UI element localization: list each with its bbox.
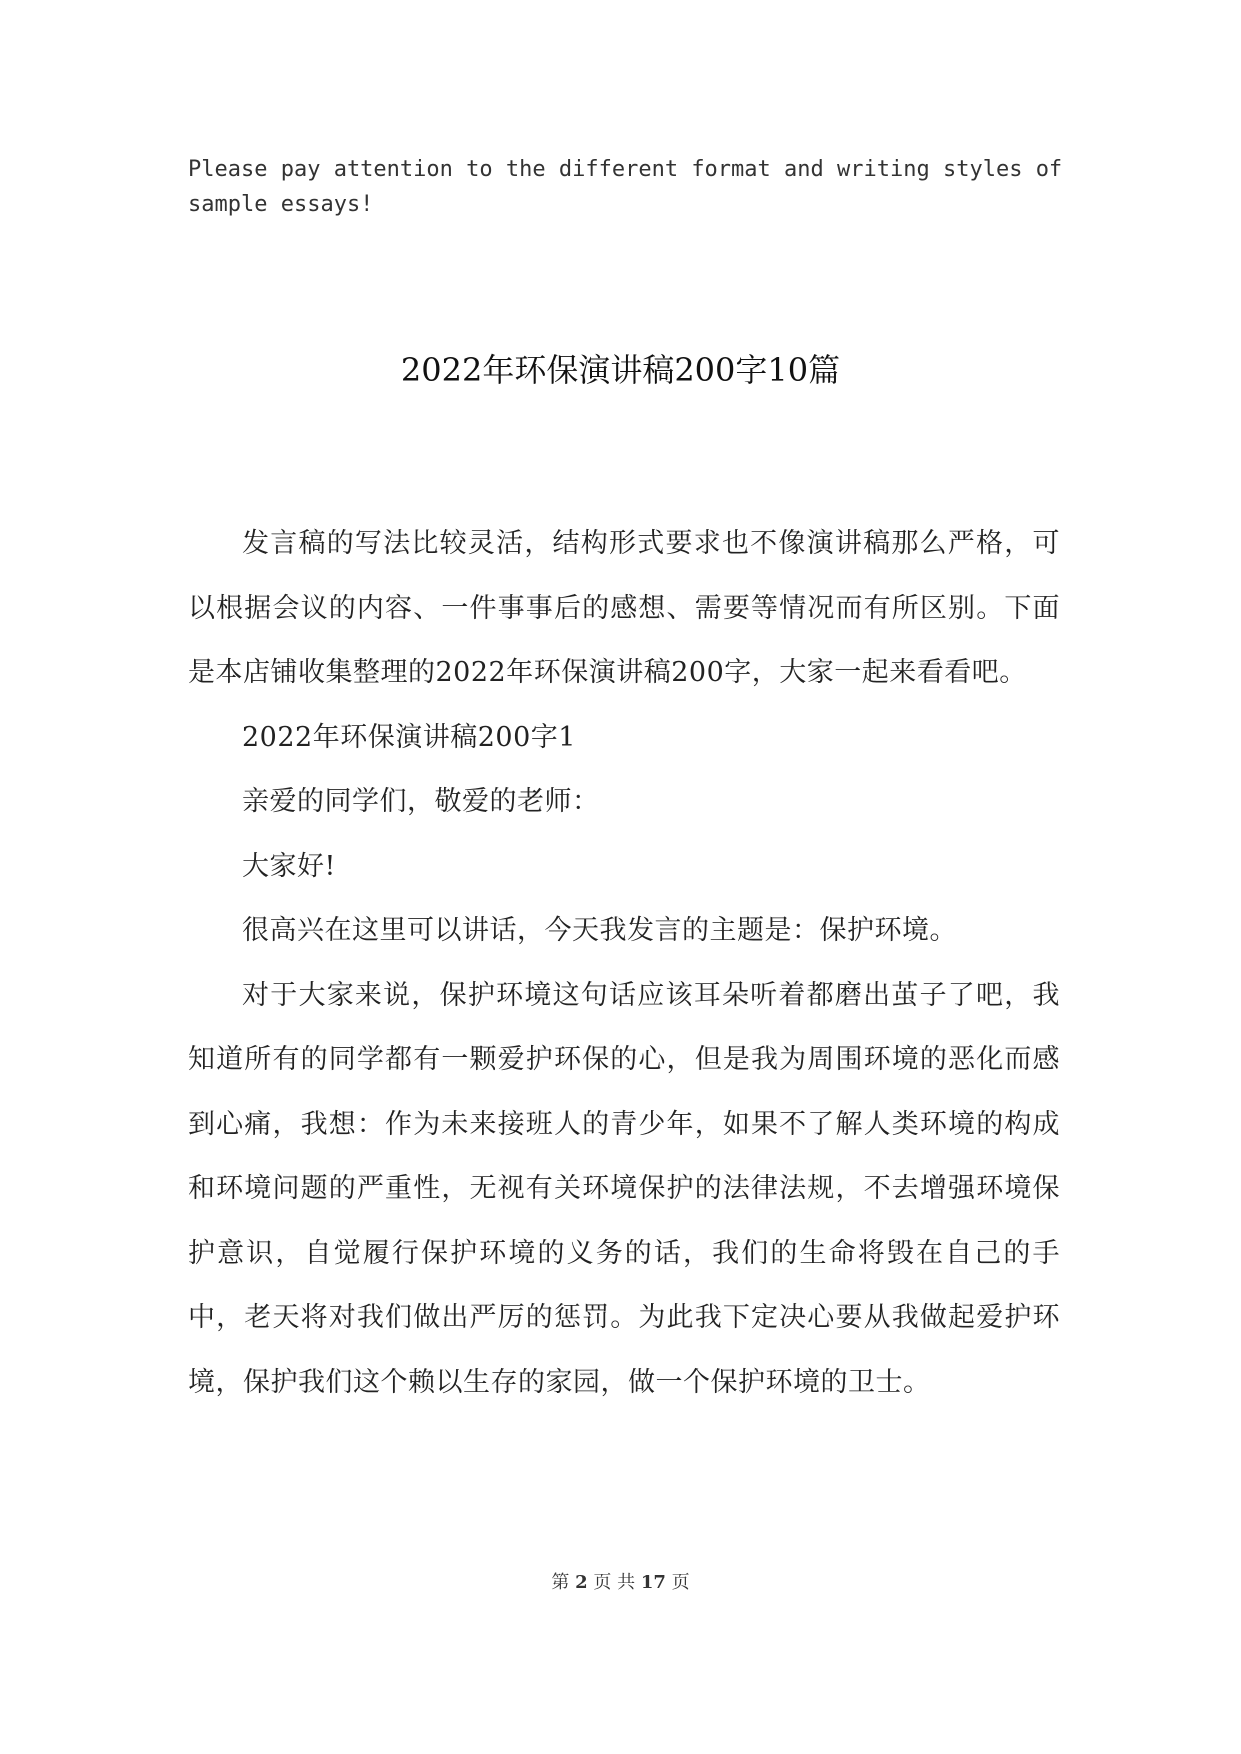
- intro-paragraph: 发言稿的写法比较灵活，结构形式要求也不像演讲稿那么严格，可以根据会议的内容、一件事事后的感想、需要等情况而有所区别。下面是本店铺收集整理的2022年环保演讲稿200字，大家一起来看看吧。: [188, 528, 1060, 688]
- current-page-number: 2: [575, 1572, 588, 1593]
- topic-paragraph: 很高兴在这里可以讲话，今天我发言的主题是：保护环境。: [242, 915, 957, 946]
- total-pages-number: 17: [640, 1572, 666, 1593]
- document-title: 2022年环保演讲稿200字10篇: [400, 351, 841, 389]
- format-notice: Please pay attention to the different format and writing styles of sample essays!: [188, 157, 1063, 217]
- salutation: 亲爱的同学们，敬爱的老师：: [242, 786, 600, 817]
- page-footer: [0, 1570, 1241, 1596]
- footer-suffix: 页: [671, 1572, 690, 1593]
- section-heading: 2022年环保演讲稿200字1: [242, 721, 576, 753]
- greeting: 大家好!: [242, 850, 336, 882]
- body-paragraph: 对于大家来说，保护环境这句话应该耳朵听着都磨出茧子了吧，我知道所有的同学都有一颗爱护环保的心，但是我为周围环境的恶化而感到心痛，我想：作为未来接班人的青少年，如果不了解人类环境的构成和环境问题的严重性，无视有关环境保护的法律法规，不去增强环境保护意识，自觉履行保护环境的义务的话，我们的生命将毁在自己的手中，老天将对我们做出严厉的惩罚。为此我下定决心要从我做起爱护环境，保护我们这个赖以生存的家园，做一个保护环境的卫士。: [188, 979, 1060, 1398]
- document-body: [188, 512, 1060, 1415]
- footer-middle: 页 共: [593, 1572, 636, 1593]
- footer-prefix: 第: [551, 1572, 570, 1593]
